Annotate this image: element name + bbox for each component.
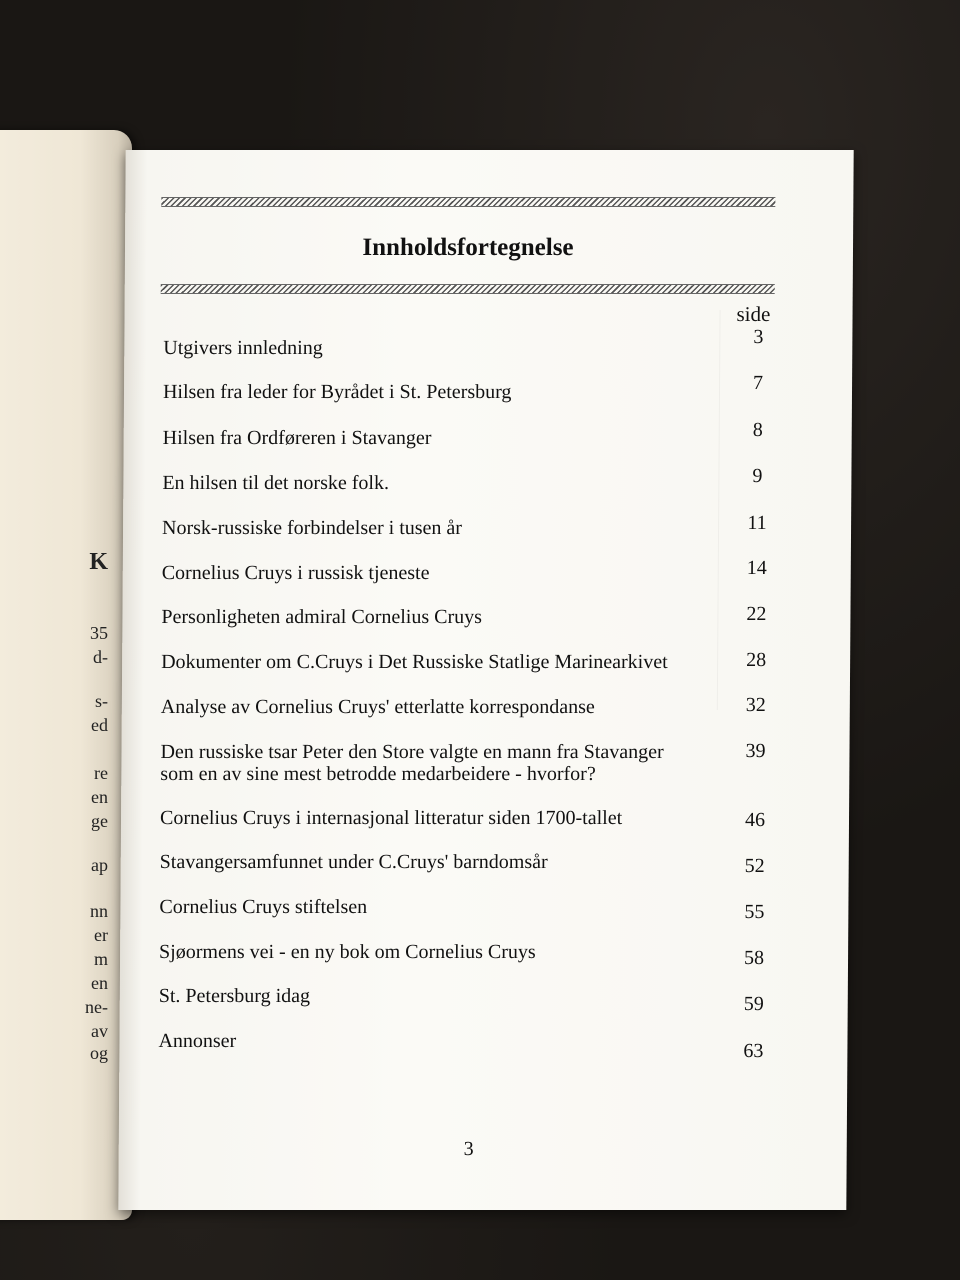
left-page-text-fragment: ed bbox=[91, 715, 108, 735]
left-page-text-fragment: m bbox=[93, 949, 108, 969]
toc-entry-title-continued: som en av sine mest betrodde medarbeidere - hvorfor? bbox=[160, 763, 596, 785]
left-page bbox=[0, 130, 132, 1220]
toc-entry-title: Sjøormens vei - en ny bok om Cornelius Cruys bbox=[159, 941, 536, 963]
toc-entry-title: Dokumenter om C.Cruys i Det Russiske Statlige Marinearkivet bbox=[161, 651, 668, 673]
left-page-text-fragment: ge bbox=[91, 811, 108, 831]
left-page-text-fragment: re bbox=[94, 763, 108, 783]
left-page-text-fragment: 35 bbox=[90, 623, 108, 643]
toc-entry-title: Hilsen fra Ordføreren i Stavanger bbox=[162, 427, 432, 449]
left-page-text-fragment: s- bbox=[95, 691, 108, 711]
toc-entry-page: 11 bbox=[747, 512, 767, 534]
toc-entry-page: 32 bbox=[745, 694, 766, 716]
toc-entry-page: 3 bbox=[753, 326, 764, 348]
toc-entry-title: Annonser bbox=[158, 1030, 237, 1052]
toc-entry-title: Cornelius Cruys stiftelsen bbox=[159, 896, 368, 918]
page-title: Innholdsfortegnelse bbox=[362, 234, 574, 261]
toc-entry-title: Stavangersamfunnet under C.Cruys' barndomsår bbox=[159, 851, 548, 873]
page-column-label: side bbox=[736, 302, 771, 326]
left-page-text-fragment: nn bbox=[90, 901, 108, 921]
page-number: 3 bbox=[463, 1138, 474, 1160]
toc-entry-page: 8 bbox=[752, 419, 763, 441]
toc-entry-page: 63 bbox=[743, 1040, 764, 1062]
toc-entry-page: 55 bbox=[744, 901, 765, 923]
left-page-text-fragment: en bbox=[91, 787, 108, 807]
toc-entry-title: Norsk-russiske forbindelser i tusen år bbox=[161, 517, 463, 539]
left-page-text-fragment: og bbox=[90, 1043, 108, 1063]
toc-entry-page: 28 bbox=[746, 649, 767, 671]
bottom-rope-rule bbox=[161, 284, 775, 294]
toc-entry-page: 58 bbox=[743, 947, 765, 969]
left-page-text-fragment: ap bbox=[91, 855, 108, 875]
left-page-text-fragment: ne- bbox=[85, 997, 108, 1017]
left-page-text-fragment: K bbox=[89, 549, 108, 575]
toc-entry-title: Analyse av Cornelius Cruys' etterlatte korrespondanse bbox=[160, 696, 595, 718]
left-page-text-fragment: en bbox=[91, 973, 108, 993]
toc-entry-page: 14 bbox=[746, 557, 767, 579]
toc-entry-page: 9 bbox=[752, 465, 763, 487]
toc-entry-title: Personligheten admiral Cornelius Cruys bbox=[161, 606, 483, 628]
left-page-text-fragment: av bbox=[91, 1021, 108, 1041]
left-page-text-fragment: er bbox=[94, 925, 108, 945]
toc-entry-page: 52 bbox=[744, 855, 765, 877]
toc-entry-title: Den russiske tsar Peter den Store valgte en mann fra Stavanger bbox=[160, 741, 664, 763]
top-rope-rule bbox=[161, 197, 775, 207]
toc-entry-title: Utgivers innledning bbox=[163, 337, 323, 359]
toc-entry-title: St. Petersburg idag bbox=[158, 985, 311, 1007]
toc-entry-page: 59 bbox=[743, 993, 764, 1015]
toc-entry-title: Cornelius Cruys i internasjonal litteratur siden 1700-tallet bbox=[159, 807, 623, 829]
toc-entry-page: 39 bbox=[745, 740, 766, 762]
left-page-text-fragment: d- bbox=[93, 647, 108, 667]
toc-entry-title: Hilsen fra leder for Byrådet i St. Petersburg bbox=[162, 381, 512, 403]
toc-entry-page: 22 bbox=[746, 603, 767, 625]
toc-entry-title: Cornelius Cruys i russisk tjeneste bbox=[161, 562, 430, 584]
toc-entry-page: 46 bbox=[744, 809, 766, 831]
toc-entry-page: 7 bbox=[752, 372, 764, 394]
toc-page bbox=[118, 150, 853, 1210]
toc-entry-title: En hilsen til det norske folk. bbox=[162, 472, 390, 494]
